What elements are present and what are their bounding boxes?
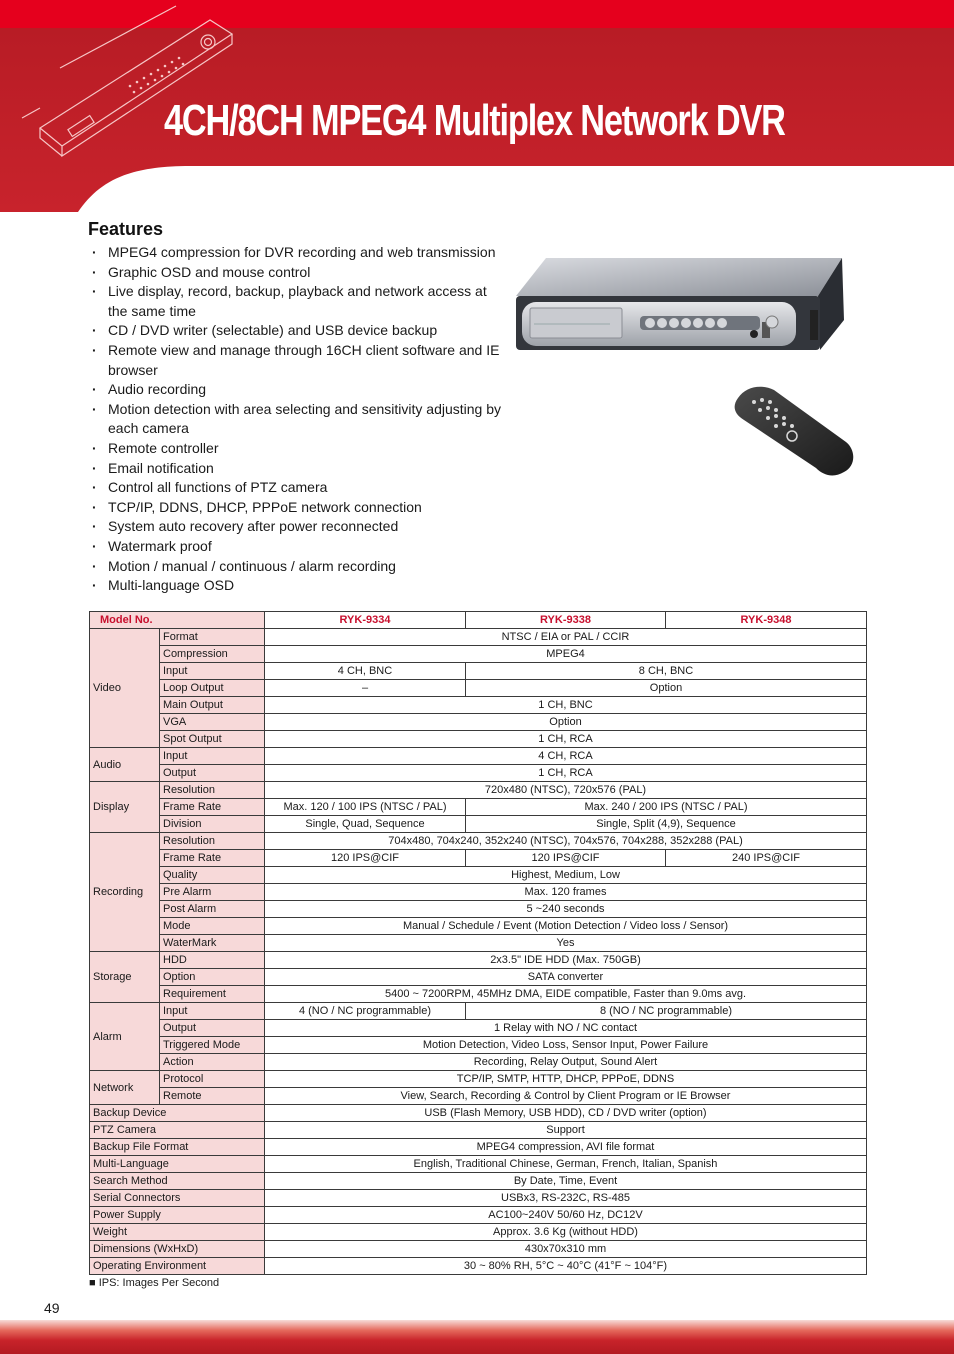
spec-value: 1 CH, RCA	[265, 731, 867, 748]
table-row	[90, 697, 867, 714]
spec-label: Pre Alarm	[160, 884, 265, 901]
feature-item: · Live display, record, backup, playback and network access at the same time	[88, 282, 508, 321]
spec-label: Backup File Format	[90, 1139, 265, 1156]
spec-label: Operating Environment	[90, 1258, 265, 1275]
spec-label: Output	[160, 765, 265, 782]
table-row	[90, 952, 867, 969]
footnote: ■ IPS: Images Per Second	[89, 1277, 220, 1289]
spec-label: Main Output	[160, 697, 265, 714]
spec-label: HDD	[160, 952, 265, 969]
table-row	[90, 799, 867, 816]
table-row	[90, 748, 867, 765]
spec-value: 120 IPS@CIF	[265, 850, 466, 867]
feature-item: · System auto recovery after power reconnected	[88, 517, 508, 537]
table-row	[90, 1258, 867, 1275]
spec-label: Triggered Mode	[160, 1037, 265, 1054]
feature-item: · TCP/IP, DDNS, DHCP, PPPoE network connection	[88, 498, 508, 518]
spec-label: Dimensions (WxHxD)	[90, 1241, 265, 1258]
spec-value: Recording, Relay Output, Sound Alert	[265, 1054, 867, 1071]
spec-label: WaterMark	[160, 935, 265, 952]
spec-label: Output	[160, 1020, 265, 1037]
table-row	[90, 765, 867, 782]
product-photo	[510, 250, 860, 482]
feature-item: · Audio recording	[88, 380, 508, 400]
table-header-row	[90, 612, 867, 629]
feature-item: · Email notification	[88, 459, 508, 479]
feature-item: · Remote controller	[88, 439, 508, 459]
spec-label: Quality	[160, 867, 265, 884]
table-row	[90, 1020, 867, 1037]
spec-value: TCP/IP, SMTP, HTTP, DHCP, PPPoE, DDNS	[265, 1071, 867, 1088]
spec-value: Max. 240 / 200 IPS (NTSC / PAL)	[466, 799, 867, 816]
page-number: 49	[44, 1300, 60, 1316]
spec-label: Protocol	[160, 1071, 265, 1088]
spec-value: MPEG4	[265, 646, 867, 663]
spec-value: 8 CH, BNC	[466, 663, 867, 680]
table-row	[90, 680, 867, 697]
spec-label: PTZ Camera	[90, 1122, 265, 1139]
table-row	[90, 850, 867, 867]
table-row	[90, 646, 867, 663]
table-row	[90, 1122, 867, 1139]
spec-value: 1 CH, RCA	[265, 765, 867, 782]
spec-value: View, Search, Recording & Control by Client Program or IE Browser	[265, 1088, 867, 1105]
spec-value: AC100~240V 50/60 Hz, DC12V	[265, 1207, 867, 1224]
spec-value: Support	[265, 1122, 867, 1139]
spec-label: Input	[160, 663, 265, 680]
spec-value: 720x480 (NTSC), 720x576 (PAL)	[265, 782, 867, 799]
spec-value: Yes	[265, 935, 867, 952]
table-row	[90, 1173, 867, 1190]
category-recording: Recording	[90, 833, 160, 952]
header-model-ryk-9334: RYK-9334	[265, 612, 466, 629]
spec-value: 8 (NO / NC programmable)	[466, 1003, 867, 1020]
table-row	[90, 901, 867, 918]
spec-value: 30 ~ 80% RH, 5°C ~ 40°C (41°F ~ 104°F)	[265, 1258, 867, 1275]
spec-value: Option	[466, 680, 867, 697]
table-row	[90, 969, 867, 986]
spec-label: Resolution	[160, 833, 265, 850]
table-row	[90, 782, 867, 799]
spec-label: Resolution	[160, 782, 265, 799]
feature-item: · Graphic OSD and mouse control	[88, 263, 508, 283]
spec-value: 2x3.5" IDE HDD (Max. 750GB)	[265, 952, 867, 969]
feature-item: · CD / DVD writer (selectable) and USB device backup	[88, 321, 508, 341]
spec-value: –	[265, 680, 466, 697]
spec-value: 5400 ~ 7200RPM, 45MHz DMA, EIDE compatible, Faster than 9.0ms avg.	[265, 986, 867, 1003]
spec-value: 240 IPS@CIF	[666, 850, 867, 867]
header-model-no: Model No.	[90, 612, 265, 629]
category-network: Network	[90, 1071, 160, 1105]
table-row	[90, 1088, 867, 1105]
feature-item: · Remote view and manage through 16CH client software and IE browser	[88, 341, 508, 380]
spec-label: Input	[160, 748, 265, 765]
spec-label: Multi-Language	[90, 1156, 265, 1173]
spec-value: 4 (NO / NC programmable)	[265, 1003, 466, 1020]
dvr-unit	[516, 258, 844, 350]
spec-value: Option	[265, 714, 867, 731]
spec-label: Post Alarm	[160, 901, 265, 918]
table-row	[90, 986, 867, 1003]
spec-label: Division	[160, 816, 265, 833]
table-row	[90, 1054, 867, 1071]
spec-label: Serial Connectors	[90, 1190, 265, 1207]
table-row	[90, 816, 867, 833]
table-row	[90, 1224, 867, 1241]
spec-value: 120 IPS@CIF	[466, 850, 666, 867]
table-row	[90, 884, 867, 901]
spec-value: Motion Detection, Video Loss, Sensor Input, Power Failure	[265, 1037, 867, 1054]
spec-label: Compression	[160, 646, 265, 663]
spec-value: Max. 120 frames	[265, 884, 867, 901]
spec-label: Action	[160, 1054, 265, 1071]
spec-value: MPEG4 compression, AVI file format	[265, 1139, 867, 1156]
footer-bar	[0, 1320, 954, 1354]
table-row	[90, 935, 867, 952]
spec-label: Frame Rate	[160, 799, 265, 816]
spec-label: Power Supply	[90, 1207, 265, 1224]
spec-table	[89, 611, 867, 1275]
category-alarm: Alarm	[90, 1003, 160, 1071]
features-heading: Features	[88, 219, 164, 239]
spec-label: Requirement	[160, 986, 265, 1003]
table-row	[90, 1139, 867, 1156]
spec-label: Input	[160, 1003, 265, 1020]
table-row	[90, 1207, 867, 1224]
table-row	[90, 1156, 867, 1173]
spec-value: Highest, Medium, Low	[265, 867, 867, 884]
category-audio: Audio	[90, 748, 160, 782]
category-video: Video	[90, 629, 160, 748]
table-row	[90, 663, 867, 680]
spec-value: 430x70x310 mm	[265, 1241, 867, 1258]
spec-value: Single, Quad, Sequence	[265, 816, 466, 833]
spec-label: Weight	[90, 1224, 265, 1241]
table-row	[90, 714, 867, 731]
table-row	[90, 629, 867, 646]
spec-value: 4 CH, BNC	[265, 663, 466, 680]
table-row	[90, 1105, 867, 1122]
spec-value: English, Traditional Chinese, German, French, Italian, Spanish	[265, 1156, 867, 1173]
table-row	[90, 731, 867, 748]
spec-value: Approx. 3.6 Kg (without HDD)	[265, 1224, 867, 1241]
spec-value: USBx3, RS-232C, RS-485	[265, 1190, 867, 1207]
table-row	[90, 918, 867, 935]
spec-value: Max. 120 / 100 IPS (NTSC / PAL)	[265, 799, 466, 816]
spec-value: NTSC / EIA or PAL / CCIR	[265, 629, 867, 646]
spec-value: 704x480, 704x240, 352x240 (NTSC), 704x576, 704x288, 352x288 (PAL)	[265, 833, 867, 850]
spec-value: By Date, Time, Event	[265, 1173, 867, 1190]
header-banner	[0, 0, 954, 212]
category-display: Display	[90, 782, 160, 833]
spec-value: USB (Flash Memory, USB HDD), CD / DVD writer (option)	[265, 1105, 867, 1122]
table-row	[90, 1037, 867, 1054]
remote-control	[735, 387, 854, 476]
spec-label: Format	[160, 629, 265, 646]
table-row	[90, 1241, 867, 1258]
spec-label: Option	[160, 969, 265, 986]
table-row	[90, 1003, 867, 1020]
table-row	[90, 867, 867, 884]
spec-value: 1 Relay with NO / NC contact	[265, 1020, 867, 1037]
spec-value: Single, Split (4,9), Sequence	[466, 816, 867, 833]
table-row	[90, 1071, 867, 1088]
spec-label: Frame Rate	[160, 850, 265, 867]
spec-label: VGA	[160, 714, 265, 731]
feature-item: · MPEG4 compression for DVR recording and web transmission	[88, 243, 508, 263]
header-model-ryk-9338: RYK-9338	[466, 612, 666, 629]
feature-item: · Multi-language OSD	[88, 576, 508, 596]
spec-label: Spot Output	[160, 731, 265, 748]
spec-value: 1 CH, BNC	[265, 697, 867, 714]
spec-value: 4 CH, RCA	[265, 748, 867, 765]
spec-label: Mode	[160, 918, 265, 935]
feature-item: · Motion detection with area selecting and sensitivity adjusting by each camera	[88, 400, 508, 439]
spec-label: Remote	[160, 1088, 265, 1105]
header-model-ryk-9348: RYK-9348	[666, 612, 867, 629]
category-storage: Storage	[90, 952, 160, 1003]
spec-value: Manual / Schedule / Event (Motion Detection / Video loss / Sensor)	[265, 918, 867, 935]
feature-item: · Motion / manual / continuous / alarm recording	[88, 557, 508, 577]
table-row	[90, 833, 867, 850]
features-list	[88, 243, 508, 596]
page-title: 4CH/8CH MPEG4 Multiplex Network DVR	[164, 96, 785, 145]
table-row	[90, 1190, 867, 1207]
spec-value: 5 ~240 seconds	[265, 901, 867, 918]
feature-item: · Watermark proof	[88, 537, 508, 557]
spec-label: Search Method	[90, 1173, 265, 1190]
spec-label: Backup Device	[90, 1105, 265, 1122]
feature-item: · Control all functions of PTZ camera	[88, 478, 508, 498]
spec-value: SATA converter	[265, 969, 867, 986]
spec-label: Loop Output	[160, 680, 265, 697]
